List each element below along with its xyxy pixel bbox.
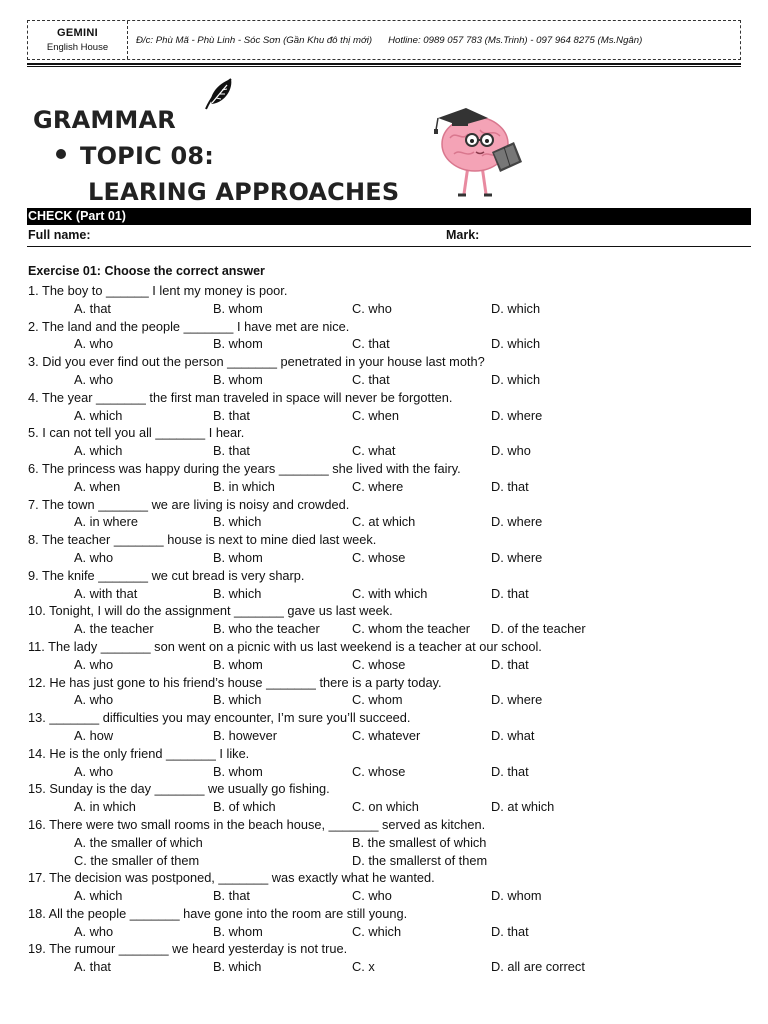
question-text: 5. I can not tell you all _______ I hear.	[28, 425, 245, 441]
option-a: A. which	[74, 888, 123, 904]
question-text: 3. Did you ever find out the person _______ penetrated in your house last moth?	[28, 354, 485, 370]
question-text: 16. There were two small rooms in the beach house, _______ served as kitchen.	[28, 816, 486, 832]
answer-options	[28, 335, 748, 353]
answer-options	[28, 923, 748, 941]
question-text: 13. _______ difficulties you may encounter, I’m sure you’ll succeed.	[28, 710, 411, 726]
hotline-text: Hotline: 0989 057 783 (Ms.Trinh) - 097 964 8275 (Ms.Ngân)	[388, 34, 643, 46]
option-a: A. how	[74, 727, 114, 743]
option-c: C. whose	[352, 763, 406, 779]
option-a: A. in which	[74, 799, 136, 815]
option-b: B. that	[213, 407, 250, 423]
question-item	[28, 282, 748, 318]
option-a: A. who	[74, 763, 114, 779]
option-d: D. which	[491, 336, 541, 352]
option-b: B. whom	[213, 923, 263, 939]
full-name-label: Full name:	[28, 228, 91, 242]
option-d: D. what	[491, 727, 535, 743]
answer-options	[28, 691, 748, 709]
option-c: C. with which	[352, 585, 428, 601]
question-item	[28, 496, 748, 532]
option-c: C. whose	[352, 656, 406, 672]
option-b: B. whom	[213, 656, 263, 672]
answer-options	[28, 763, 748, 781]
question-item	[28, 905, 748, 941]
answer-options	[28, 887, 748, 905]
question-text: 11. The lady _______ son went on a picnic with us last weekend is a teacher at our school.	[28, 638, 542, 654]
question-item	[28, 745, 748, 781]
option-b: B. whom	[213, 371, 263, 387]
question-text: 4. The year _______ the first man traveled in space will never be forgotten.	[28, 389, 453, 405]
option-a: A. which	[74, 407, 123, 423]
option-b: B. whom	[213, 549, 263, 565]
option-d: D. that	[491, 656, 529, 672]
option-c: C. who	[352, 300, 392, 316]
topic-subtitle: LEARING APPROACHES	[88, 178, 400, 206]
option-d: D. at which	[491, 799, 555, 815]
mark-label: Mark:	[446, 228, 480, 242]
answer-options	[28, 798, 748, 816]
answer-options	[28, 620, 748, 638]
option-b: B. that	[213, 888, 250, 904]
option-b: B. who the teacher	[213, 621, 320, 637]
option-c: C. where	[352, 478, 404, 494]
option-c: C. whose	[352, 549, 406, 565]
answer-options	[28, 958, 748, 976]
question-text: 10. Tonight, I will do the assignment _______ gave us last week.	[28, 603, 393, 619]
answer-options	[28, 727, 748, 745]
question-text: 15. Sunday is the day _______ we usually go fishing.	[28, 781, 330, 797]
option-a: A. who	[74, 656, 114, 672]
option-b: B. which	[213, 692, 262, 708]
option-c: C. that	[352, 336, 390, 352]
answer-options	[28, 549, 748, 567]
question-text: 17. The decision was postponed, _______ was exactly what he wanted.	[28, 870, 435, 886]
option-b: B. however	[213, 727, 278, 743]
option-d: D. that	[491, 763, 529, 779]
question-item	[28, 460, 748, 496]
header-divider	[27, 63, 741, 65]
option-d: D. the smallerst of them	[352, 852, 488, 868]
question-text: 2. The land and the people _______ I have met are nice.	[28, 318, 350, 334]
address-text: Đ/c: Phù Mã - Phù Linh - Sóc Sơn (Gần Khu đô thị mới)	[136, 34, 373, 46]
option-d: D. where	[491, 692, 543, 708]
answer-options	[28, 478, 748, 496]
topic-heading: TOPIC 08:	[80, 142, 215, 170]
option-b: B. which	[213, 585, 262, 601]
question-text: 7. The town _______ we are living is noisy and crowded.	[28, 496, 350, 512]
option-b: B. whom	[213, 300, 263, 316]
option-b: B. which	[213, 959, 262, 975]
option-d: D. where	[491, 407, 543, 423]
option-d: D. that	[491, 923, 529, 939]
contact-info	[128, 21, 740, 59]
question-item	[28, 353, 748, 389]
option-c: C. x	[352, 959, 375, 975]
question-item	[28, 424, 748, 460]
brand-block	[28, 21, 128, 59]
question-item	[28, 709, 748, 745]
option-c: C. on which	[352, 799, 419, 815]
question-item	[28, 638, 748, 674]
question-text: 1. The boy to ______ I lent my money is poor.	[28, 283, 288, 298]
option-c: C. at which	[352, 514, 416, 530]
question-text: 18. All the people _______ have gone into the room are still young.	[28, 905, 408, 921]
grammar-heading: GRAMMAR	[33, 106, 176, 134]
answer-options	[28, 585, 748, 603]
question-text: 9. The knife _______ we cut bread is very sharp.	[28, 567, 305, 583]
option-c: C. when	[352, 407, 399, 423]
option-d: D. where	[491, 549, 543, 565]
option-c: C. that	[352, 371, 390, 387]
question-text: 14. He is the only friend _______ I like.	[28, 745, 250, 761]
question-item	[28, 674, 748, 710]
answer-options	[28, 442, 748, 460]
option-a: A. who	[74, 336, 114, 352]
brand-name: GEMINI	[57, 27, 98, 39]
option-a: A. who	[74, 692, 114, 708]
answer-options	[28, 513, 748, 531]
bullet-dot	[56, 149, 66, 159]
option-a: A. in where	[74, 514, 139, 530]
option-c: C. whom	[352, 692, 403, 708]
question-item	[28, 869, 748, 905]
option-d: D. who	[491, 443, 531, 459]
header-box	[27, 20, 741, 60]
option-a: A. with that	[74, 585, 138, 601]
answer-options	[28, 407, 748, 425]
option-d: D. where	[491, 514, 543, 530]
header-divider-thin	[27, 66, 741, 67]
option-a: A. which	[74, 443, 123, 459]
question-item	[28, 389, 748, 425]
option-d: D. that	[491, 478, 529, 494]
option-b: B. whom	[213, 763, 263, 779]
option-c: C. the smaller of them	[74, 852, 200, 868]
brain-mascot-illustration	[430, 100, 530, 198]
option-c: C. which	[352, 923, 402, 939]
option-b: B. of which	[213, 799, 276, 815]
option-d: D. all are correct	[491, 959, 585, 975]
name-mark-row	[27, 227, 751, 247]
question-list	[28, 282, 748, 976]
question-item	[28, 940, 748, 976]
option-d: D. whom	[491, 888, 542, 904]
question-text: 12. He has just gone to his friend’s house _______ there is a party today.	[28, 674, 442, 690]
option-d: D. which	[491, 371, 541, 387]
answer-options	[28, 656, 748, 674]
option-b: B. that	[213, 443, 250, 459]
question-item	[28, 816, 748, 869]
option-a: A. who	[74, 923, 114, 939]
option-b: B. the smallest of which	[352, 834, 487, 850]
exercise-title: Exercise 01: Choose the correct answer	[28, 264, 265, 278]
brand-subtitle: English House	[46, 42, 109, 53]
question-item	[28, 531, 748, 567]
answer-options	[28, 852, 748, 870]
option-b: B. in which	[213, 478, 275, 494]
option-a: A. the smaller of which	[74, 834, 203, 850]
question-item	[28, 567, 748, 603]
question-item	[28, 318, 748, 354]
question-item	[28, 780, 748, 816]
question-text: 8. The teacher _______ house is next to mine died last week.	[28, 532, 377, 548]
answer-options	[28, 371, 748, 389]
option-a: A. when	[74, 478, 121, 494]
option-a: A. who	[74, 371, 114, 387]
check-section-bar: CHECK (Part 01)	[27, 208, 751, 225]
option-a: A. that	[74, 300, 111, 316]
question-item	[28, 602, 748, 638]
question-text: 6. The princess was happy during the years _______ she lived with the fairy.	[28, 460, 461, 476]
answer-options	[28, 834, 748, 852]
option-c: C. what	[352, 443, 396, 459]
option-d: D. of the teacher	[491, 621, 586, 637]
option-c: C. who	[352, 888, 392, 904]
option-a: A. who	[74, 549, 114, 565]
question-text: 19. The rumour _______ we heard yesterday is not true.	[28, 941, 348, 957]
option-a: A. the teacher	[74, 621, 154, 637]
option-d: D. which	[491, 300, 541, 316]
option-b: B. which	[213, 514, 262, 530]
option-c: C. whatever	[352, 727, 421, 743]
option-a: A. that	[74, 959, 111, 975]
option-d: D. that	[491, 585, 529, 601]
option-b: B. whom	[213, 336, 263, 352]
answer-options	[28, 300, 748, 318]
leaf-icon	[200, 76, 236, 112]
option-c: C. whom the teacher	[352, 621, 471, 637]
